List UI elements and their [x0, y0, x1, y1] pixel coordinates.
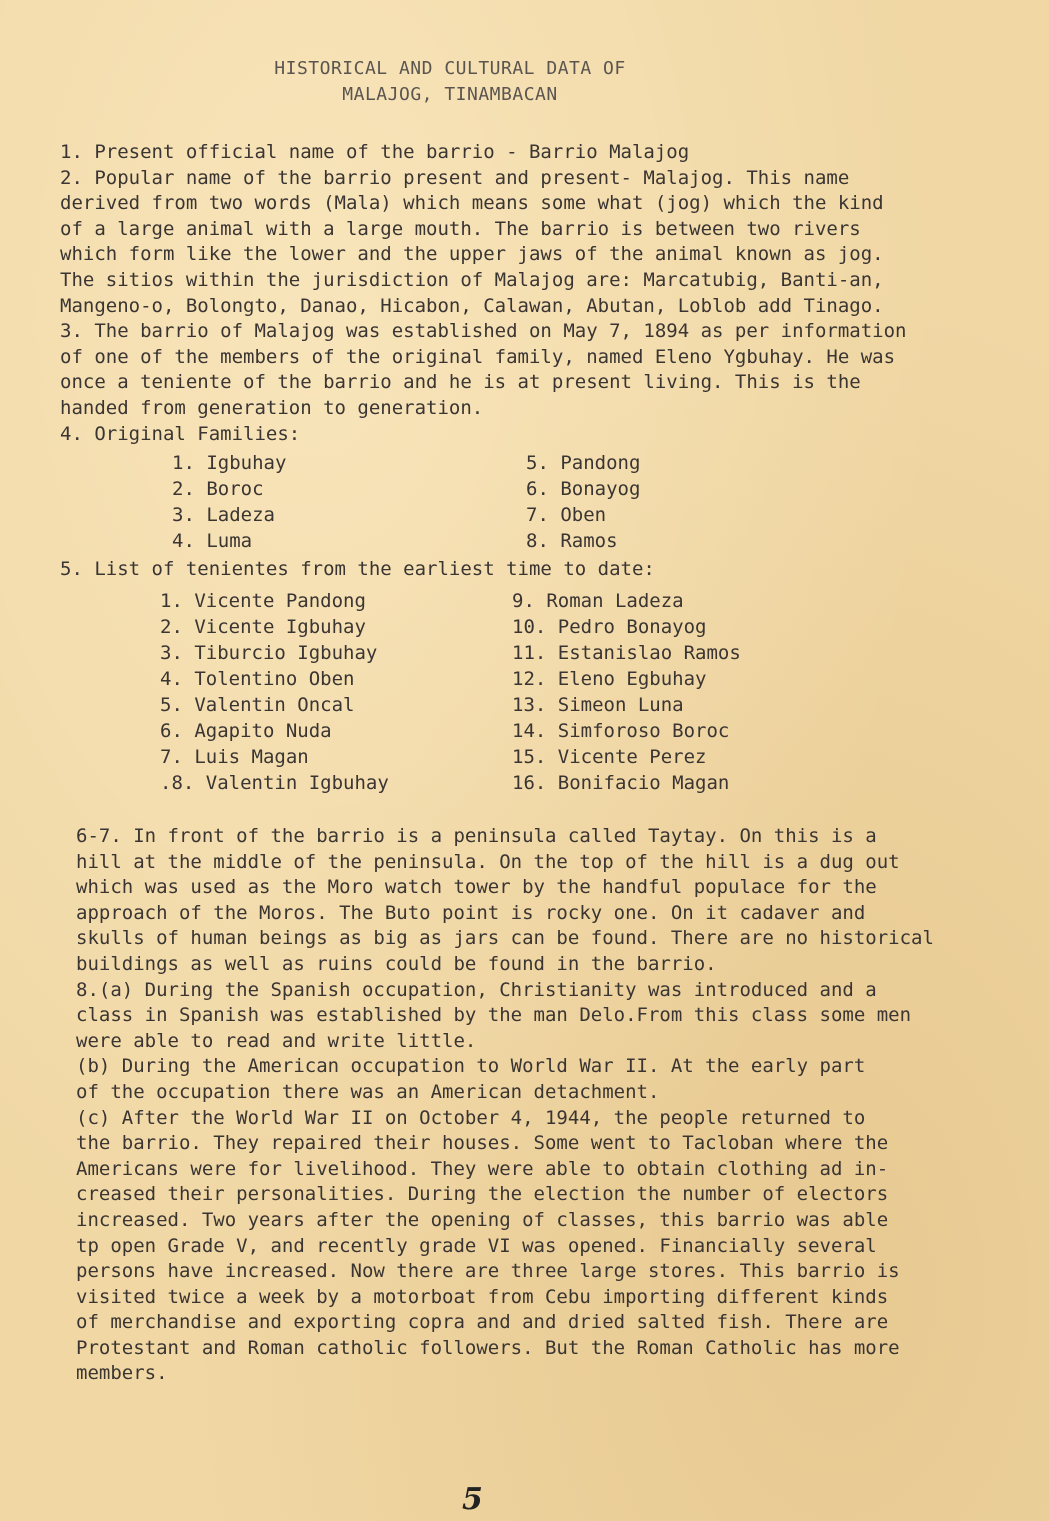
- document-title: HISTORICAL AND CULTURAL DATA OF: [274, 58, 626, 79]
- list-item: 1. Vicente Pandong: [160, 590, 366, 612]
- text-line: Protestant and Roman catholic followers. But the Roman Catholic has more: [76, 1336, 900, 1359]
- text-line: once a teniente of the barrio and he is at present living. This is the: [60, 371, 861, 394]
- families-column-right: [526, 452, 640, 556]
- tenientes-column-right: [512, 590, 741, 798]
- list-item: 7. Oben: [526, 504, 607, 526]
- list-item: 11. Estanislao Ramos: [512, 642, 741, 664]
- text-line: members.: [76, 1362, 168, 1385]
- list-item: 3. Tiburcio Igbuhay: [160, 642, 378, 664]
- text-line: 1. Present official name of the barrio - Barrio Malajog: [60, 141, 690, 163]
- text-line: hill at the middle of the peninsula. On the top of the hill is a dug out: [76, 850, 900, 873]
- list-item: 2. Vicente Igbuhay: [160, 616, 366, 638]
- list-item: 5. Pandong: [526, 452, 641, 474]
- list-item: 8. Ramos: [526, 530, 618, 552]
- text-line: 8.(a) During the Spanish occupation, Christianity was introduced and a: [76, 978, 877, 1001]
- list-item: .8. Valentin Igbuhay: [160, 772, 389, 794]
- text-line: the barrio. They repaired their houses. Some went to Tacloban where the: [76, 1132, 889, 1155]
- list-item: 10. Pedro Bonayog: [512, 616, 707, 638]
- text-line: visited twice a week by a motorboat from Cebu importing different kinds: [76, 1285, 889, 1308]
- text-line: of a large animal with a large mouth. The barrio is between two rivers: [60, 217, 861, 240]
- text-line: which was used as the Moro watch tower by the handful populace for the: [76, 876, 877, 899]
- text-line: of the occupation there was an American detachment.: [76, 1080, 660, 1103]
- text-line: tp open Grade V, and recently grade VI was opened. Financially several: [76, 1234, 877, 1257]
- text-line: creased their personalities. During the election the number of electors: [76, 1183, 889, 1206]
- list-item: 16. Bonifacio Magan: [512, 772, 730, 794]
- text-line: 3. The barrio of Malajog was established on May 7, 1894 as per information: [60, 320, 907, 343]
- text-line: (c) After the World War II on October 4, 1944, the people returned to: [76, 1106, 866, 1129]
- text-line: Americans were for livelihood. They were able to obtain clothing ad in-: [76, 1157, 889, 1180]
- list-item: 15. Vicente Perez: [512, 746, 707, 768]
- list-item: 7. Luis Magan: [160, 746, 309, 768]
- text-line: persons have increased. Now there are three large stores. This barrio is: [76, 1260, 900, 1283]
- text-line: handed from generation to generation.: [60, 396, 484, 419]
- text-line: approach of the Moros. The Buto point is rocky one. On it cadaver and: [76, 901, 866, 924]
- tenientes-column-left: [160, 590, 389, 798]
- text-line: were able to read and write little.: [76, 1029, 477, 1052]
- text-line: increased. Two years after the opening of classes, this barrio was able: [76, 1208, 889, 1231]
- text-line: buildings as well as ruins could be found in the barrio.: [76, 952, 717, 975]
- list-item: 4. Luma: [172, 530, 253, 552]
- text-line: (b) During the American occupation to World War II. At the early part: [76, 1055, 866, 1078]
- list-item: 12. Eleno Egbuhay: [512, 668, 707, 690]
- text-line: class in Spanish was established by the man Delo.From this class some men: [76, 1004, 912, 1027]
- text-line: derived from two words (Mala) which means some what (jog) which the kind: [60, 192, 884, 215]
- list-item: 5. Valentin Oncal: [160, 694, 355, 716]
- tenientes-list: [0, 590, 1049, 802]
- text-line: 2. Popular name of the barrio present and present- Malajog. This name: [60, 166, 850, 189]
- text-line: The sitios within the jurisdiction of Malajog are: Marcatubig, Banti-an,: [60, 268, 884, 291]
- text-line: of merchandise and exporting copra and and dried salted fish. There are: [76, 1311, 889, 1334]
- list-item: 2. Boroc: [172, 478, 264, 500]
- original-families-list: [0, 452, 1049, 560]
- list-item: 6. Agapito Nuda: [160, 720, 332, 742]
- families-column-left: [172, 452, 286, 556]
- tenientes-heading: 5. List of tenientes from the earliest time to date:: [60, 558, 655, 580]
- text-line: of one of the members of the original family, named Eleno Ygbuhay. He was: [60, 345, 896, 368]
- section-1-4: [60, 140, 906, 447]
- text-line: 6-7. In front of the barrio is a peninsula called Taytay. On this is a: [76, 825, 877, 847]
- list-item: 1. Igbuhay: [172, 452, 287, 474]
- list-item: 9. Roman Ladeza: [512, 590, 684, 612]
- text-line: Mangeno-o, Bolongto, Danao, Hicabon, Calawan, Abutan, Loblob add Tinago.: [60, 294, 884, 317]
- list-item: 14. Simforoso Boroc: [512, 720, 730, 742]
- list-item: 3. Ladeza: [172, 504, 275, 526]
- page-number: 5: [462, 1482, 483, 1517]
- text-line: skulls of human beings as big as jars can be found. There are no historical: [76, 927, 934, 950]
- list-item: 6. Bonayog: [526, 478, 641, 500]
- list-item: 4. Tolentino Oben: [160, 668, 355, 690]
- text-line: which form like the lower and the upper jaws of the animal known as jog.: [60, 243, 884, 266]
- text-line: 4. Original Families:: [60, 422, 301, 445]
- list-item: 13. Simeon Luna: [512, 694, 684, 716]
- section-6-8: [76, 824, 934, 1387]
- document-subtitle: MALAJOG, TINAMBACAN: [342, 84, 558, 105]
